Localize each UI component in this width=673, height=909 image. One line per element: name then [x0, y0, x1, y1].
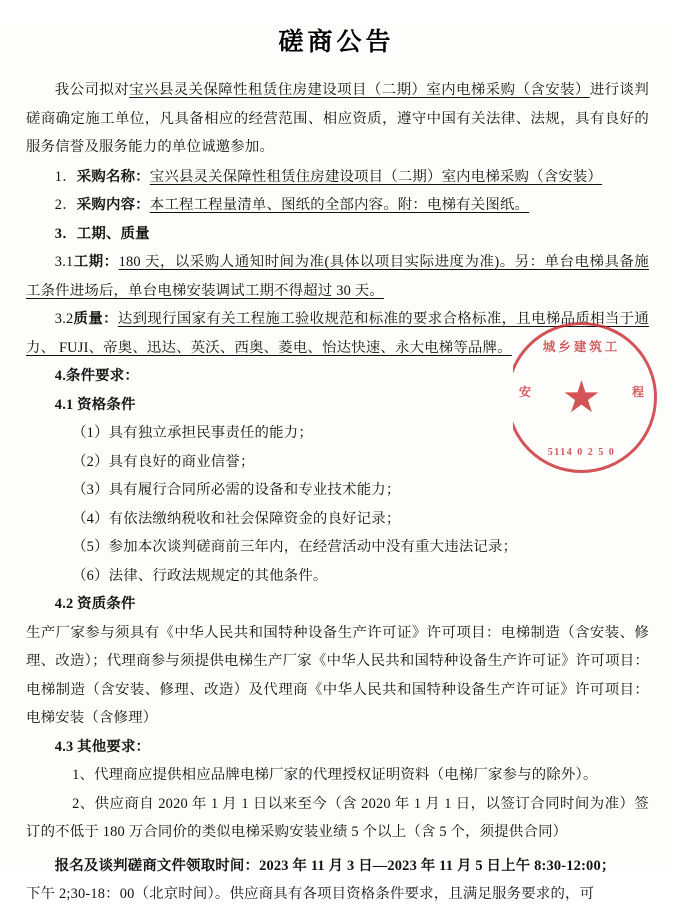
section-4-3-item-1: 1、代理商应提供相应品牌电梯厂家的代理授权证明资料（电梯厂家参与的除外）。 — [72, 767, 598, 783]
section-3-2-label: 质量： — [73, 311, 118, 327]
section-4-1-item-5: （5）参加本次谈判磋商前三年内，在经营活动中没有重大违法记录； — [72, 539, 518, 555]
intro-paragraph — [26, 76, 649, 162]
section-1-number: 1． — [54, 168, 77, 185]
registration-line-1: 报名及谈判磋商文件领取时间：2023 年 11 月 3 日—2023 年 11 月 5 日上午 8:30-12:00； — [54, 857, 616, 874]
seal-bottom-text: 5114 0 2 5 0 — [547, 447, 616, 458]
section-3-1-number: 3.1 — [54, 254, 74, 270]
section-3-1-duration: 180 天 — [118, 254, 160, 270]
section-4-1-item-2: （2）具有良好的商业信誉； — [72, 453, 255, 470]
seal-left-text: 安 — [519, 385, 532, 399]
section-4-3-item-2: 2、供应商自 2020 年 1 月 1 日以来至今（含 2020 年 1 月 1 日，以签订合同时间为准）签订的不低于 180 万合同价的类似电梯采购安装业绩 5 个以上（含 5 个，须提供合同） — [26, 795, 649, 840]
seal-right-text: 程 — [631, 385, 644, 399]
section-3-2-number: 3.2 — [54, 311, 74, 327]
section-4-2-paragraph: 生产厂家参与须具有《中华人民共和国特种设备生产许可证》许可项目：电梯制造（含安装、修理、改造）；代理商参与须提供电梯生产厂家《中华人民共和国特种设备生产许可证》许可项目：电梯制造（含安装、修理、改造）及代理商《中华人民共和国特种设备生产许可证》许可项目：电梯安装（含修理） — [26, 624, 649, 726]
section-3-2 — [26, 305, 649, 362]
section-4-1-item-4: （4）有依法缴纳税收和社会保障资金的良好记录； — [72, 510, 401, 527]
section-3-1 — [26, 248, 649, 305]
section-3-heading: 3．工期、质量 — [54, 225, 150, 242]
section-4-heading: 4.条件要求： — [54, 368, 139, 384]
section-3-1-label: 工期： — [73, 254, 119, 270]
section-4-1-heading: 4.1 资格条件 — [54, 396, 136, 413]
section-3-2-content: 达到现行国家有关工程施工验收规范和标准的要求合格标准，且电梯品质相当于通力、 FUJI、帝奥、迅达、英沃、西奥、菱电、怡达快速、永大电梯等品牌。 — [26, 311, 649, 356]
section-1-label: 采购名称： — [76, 168, 150, 185]
seal-star-icon: ★ — [561, 372, 602, 422]
intro-suffix: 进行谈判磋商确定施工单位，凡具备相应的经营范围、相应资质，遵守中国有关法律、法规，具有良好的服务信誉及服务能力的单位诚邀参加。 — [26, 82, 649, 155]
section-4-3-heading: 4.3 其他要求： — [54, 738, 151, 755]
section-4-1-item-1: （1）具有独立承担民事责任的能力； — [72, 425, 313, 441]
section-1 — [26, 163, 649, 192]
section-1-content: 宝兴县灵关保障性租赁住房建设项目（二期）室内电梯采购（含安装） — [149, 168, 603, 185]
section-4-2-heading: 4.2 资质条件 — [54, 596, 136, 612]
section-2 — [26, 191, 649, 220]
intro-project-name: 宝兴县灵关保障性租赁住房建设项目（二期）室内电梯采购（含安装） — [129, 82, 590, 98]
document-body — [0, 76, 673, 909]
registration-line-2: 下午 2;30-18：00（北京时间）。供应商具有各项目资格条件要求，且满足服务要求的，可 — [26, 886, 595, 902]
section-2-content: 本工程工程量清单、图纸的全部内容。附：电梯有关图纸。 — [149, 197, 530, 213]
intro-prefix: 我公司拟对 — [54, 82, 130, 98]
section-4-1-item-6: （6）法律、行政法规规定的其他条件。 — [72, 567, 328, 584]
seal-top-text: 城乡建筑工 — [542, 340, 621, 354]
document-page — [0, 22, 673, 902]
page-title: 磋商公告 — [278, 29, 395, 56]
section-2-number: 2． — [54, 197, 77, 213]
section-2-label: 采购内容： — [76, 197, 150, 213]
section-3-1-content: ，以采购人通知时间为准(具体以项目实际进度为准)。另：单台电梯具备施工条件进场后，单台电梯安装调试工期不得超过 30 天。 — [26, 254, 649, 299]
section-4-1-item-3: （3）具有履行合同所必需的设备和专业技术能力； — [72, 482, 401, 498]
